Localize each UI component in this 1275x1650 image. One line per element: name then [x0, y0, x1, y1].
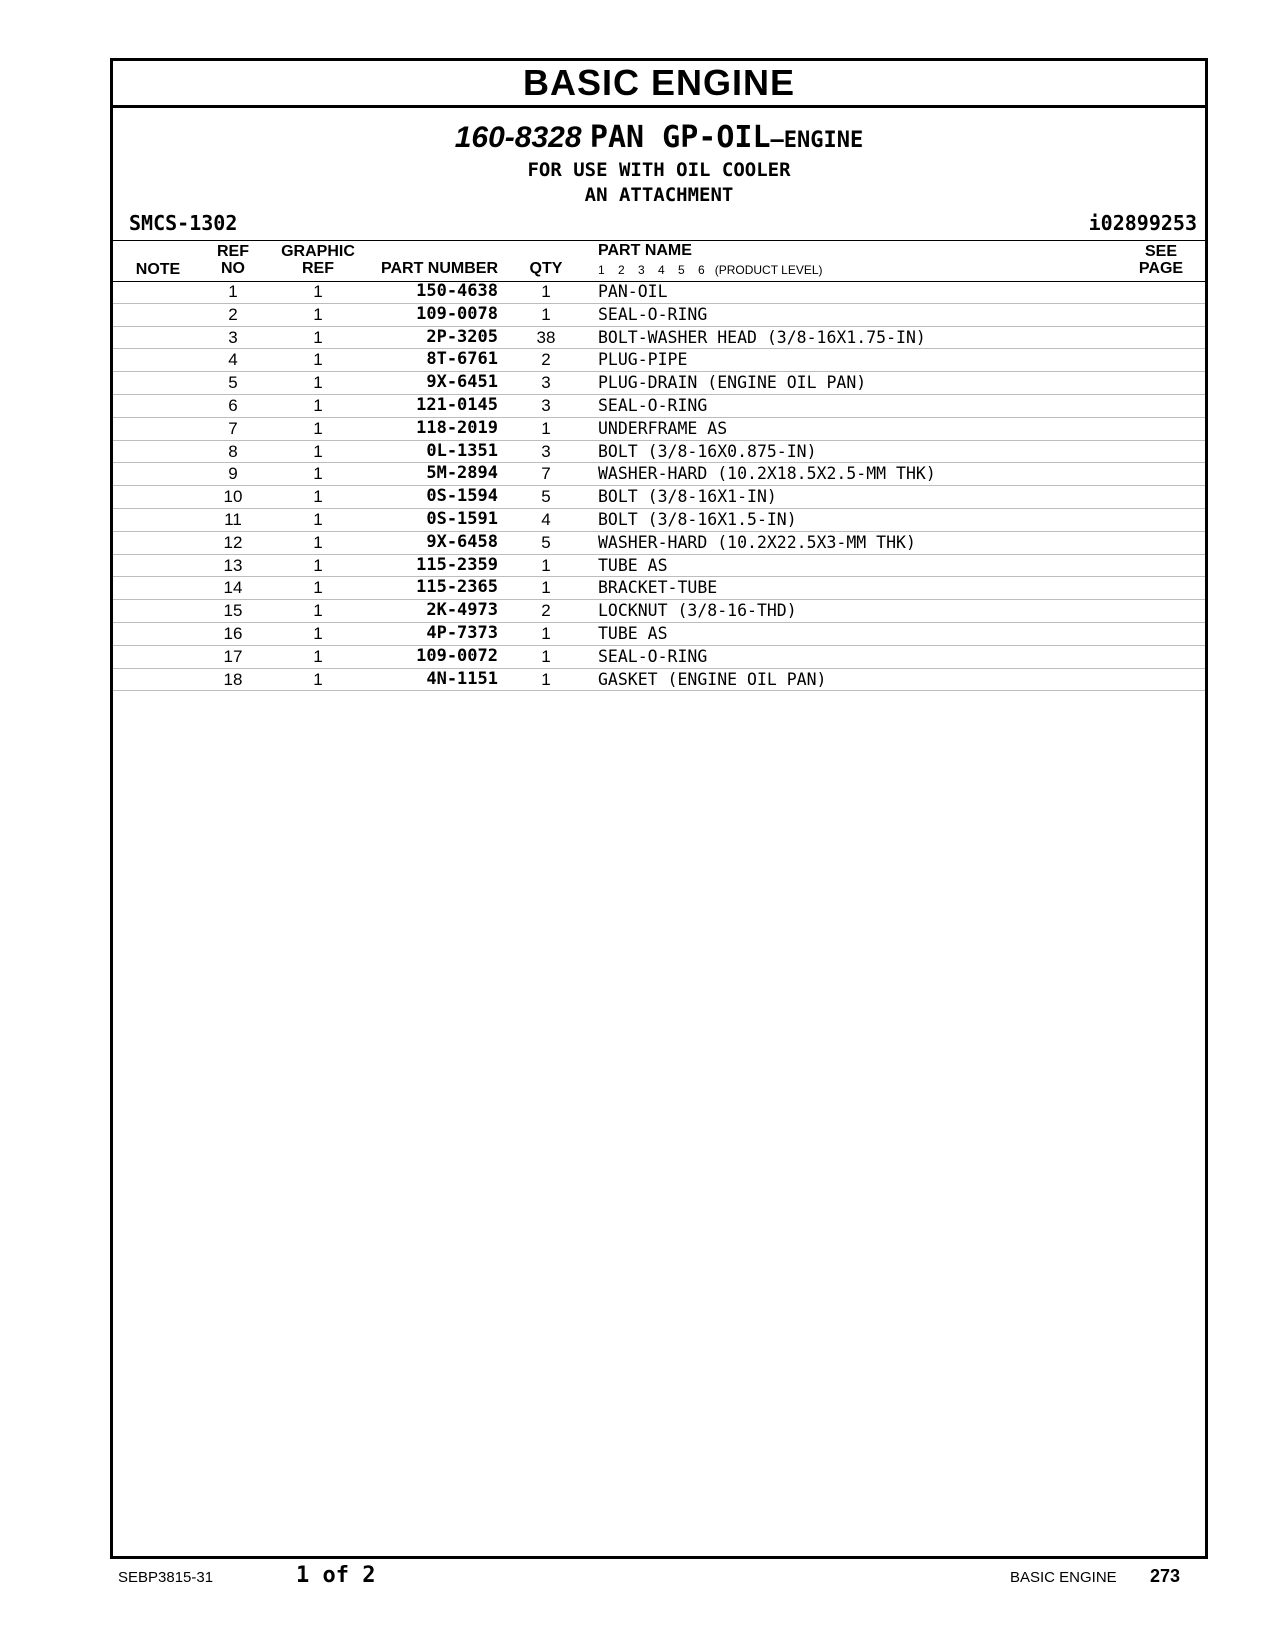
part-name: SEAL-O-RING: [598, 304, 708, 324]
part-number: 2P-3205: [426, 326, 498, 347]
part-number: 2K-4973: [426, 600, 498, 621]
graphic-ref: 1: [313, 532, 323, 552]
header-graphic-1: GRAPHIC: [281, 243, 355, 260]
group-title: [113, 121, 1205, 158]
table-row: [113, 395, 1205, 418]
header-see-1: SEE: [1144, 243, 1177, 260]
part-name: BOLT (3/8-16X1-IN): [598, 487, 777, 507]
graphic-ref: 1: [313, 509, 323, 529]
doc-number: SEBP3815-31: [118, 1569, 214, 1586]
part-name: BOLT (3/8-16X1.5-IN): [598, 509, 797, 529]
part-name: WASHER-HARD (10.2X18.5X2.5-MM THK): [598, 464, 936, 484]
part-name: LOCKNUT (3/8-16-THD): [598, 601, 797, 621]
section-title: BASIC ENGINE: [113, 61, 1205, 108]
graphic-ref: 1: [313, 555, 323, 575]
ref-no: 8: [228, 441, 238, 461]
table-row: [113, 327, 1205, 350]
table-row: [113, 463, 1205, 486]
table-row: [113, 349, 1205, 372]
part-name: SEAL-O-RING: [598, 395, 708, 415]
header-part-name: PART NAME: [598, 242, 692, 259]
quantity: 1: [541, 282, 551, 301]
table-row: [113, 532, 1205, 555]
table-row: [113, 646, 1205, 669]
ref-no: 12: [223, 532, 243, 552]
part-number: 8T-6761: [426, 349, 498, 370]
graphic-ref: 1: [313, 282, 323, 301]
quantity: 1: [541, 623, 551, 643]
part-number: 5M-2894: [426, 463, 498, 484]
footer-section: BASIC ENGINE: [1010, 1569, 1117, 1586]
ref-no: 4: [228, 350, 238, 370]
part-number: 150-4638: [416, 281, 498, 301]
part-name: PAN-OIL: [598, 282, 668, 301]
table-row: [113, 555, 1205, 578]
quantity: 1: [541, 418, 551, 438]
part-number: 109-0078: [416, 303, 498, 324]
graphic-ref: 1: [313, 441, 323, 461]
illustration-ref: i02899253: [1088, 211, 1197, 235]
graphic-ref: 1: [313, 669, 323, 689]
table-row: [113, 372, 1205, 395]
ref-no: 10: [223, 487, 243, 507]
ref-no: 2: [228, 304, 238, 324]
graphic-ref: 1: [313, 418, 323, 438]
quantity: 1: [541, 669, 551, 689]
table-row: [113, 486, 1205, 509]
ref-no: 11: [224, 509, 242, 529]
table-row: [113, 577, 1205, 600]
header-product-levels: 1 2 3 4 5 6 (PRODUCT LEVEL): [598, 263, 823, 277]
part-number: 109-0072: [416, 645, 498, 666]
part-name: TUBE AS: [598, 623, 668, 643]
graphic-ref: 1: [313, 350, 323, 370]
header-note: NOTE: [135, 261, 181, 278]
page-footer: [0, 1563, 1275, 1593]
quantity: 3: [541, 441, 551, 461]
header-ref-2: NO: [221, 260, 245, 277]
quantity: 1: [541, 304, 551, 324]
page-frame: [110, 58, 1208, 1559]
subtitle-1: FOR USE WITH OIL COOLER: [527, 159, 791, 181]
header-see-2: PAGE: [1138, 260, 1184, 277]
ref-no: 9: [228, 464, 238, 484]
page-of: 1 of 2: [296, 1563, 376, 1588]
quantity: 38: [536, 327, 556, 347]
table-row: [113, 669, 1205, 692]
quantity: 1: [541, 646, 551, 666]
table-header: [113, 240, 1205, 282]
quantity: 7: [541, 464, 551, 484]
graphic-ref: 1: [313, 487, 323, 507]
part-name: UNDERFRAME AS: [598, 418, 728, 438]
part-number: 0S-1591: [426, 508, 498, 529]
ref-no: 18: [223, 669, 243, 689]
graphic-ref: 1: [313, 373, 323, 393]
header-qty: QTY: [529, 260, 563, 277]
quantity: 2: [541, 601, 551, 621]
table-row: [113, 418, 1205, 441]
quantity: 5: [541, 532, 551, 552]
part-name: BOLT (3/8-16X0.875-IN): [598, 441, 817, 461]
graphic-ref: 1: [313, 601, 323, 621]
quantity: 3: [541, 373, 551, 393]
graphic-ref: 1: [313, 646, 323, 666]
part-number: 9X-6451: [426, 372, 498, 393]
quantity: 4: [541, 509, 551, 529]
table-row: [113, 600, 1205, 623]
ref-no: 6: [228, 395, 238, 415]
ref-no: 7: [228, 418, 238, 438]
part-number: 115-2365: [416, 577, 498, 598]
part-number: 9X-6458: [426, 531, 498, 552]
table-row: [113, 281, 1205, 304]
reference-line: [113, 211, 1205, 239]
ref-no: 1: [228, 282, 238, 301]
table-row: [113, 509, 1205, 532]
page-number: 273: [1150, 1566, 1181, 1586]
part-name: BRACKET-TUBE: [598, 578, 718, 598]
parts-table-body: [113, 281, 1205, 691]
table-row: [113, 623, 1205, 646]
part-number: 121-0145: [416, 394, 498, 415]
ref-no: 13: [223, 555, 243, 575]
graphic-ref: 1: [313, 464, 323, 484]
header-part-number: PART NUMBER: [380, 260, 498, 277]
graphic-ref: 1: [313, 395, 323, 415]
subtitle-2: AN ATTACHMENT: [584, 184, 734, 206]
ref-no: 15: [223, 601, 243, 621]
part-number: 4P-7373: [426, 622, 498, 643]
quantity: 2: [541, 350, 551, 370]
part-number: 118-2019: [416, 417, 498, 438]
part-name: GASKET (ENGINE OIL PAN): [598, 669, 827, 689]
quantity: 1: [541, 578, 551, 598]
group-suffix: —ENGINE: [770, 128, 864, 153]
ref-no: 3: [228, 327, 238, 347]
part-number: 115-2359: [416, 554, 498, 575]
part-number: 4N-1151: [426, 668, 498, 689]
part-name: PLUG-PIPE: [598, 350, 688, 370]
quantity: 5: [541, 487, 551, 507]
table-row: [113, 304, 1205, 327]
quantity: 3: [541, 395, 551, 415]
part-number: 0S-1594: [426, 486, 498, 507]
part-name: SEAL-O-RING: [598, 646, 708, 666]
graphic-ref: 1: [313, 327, 323, 347]
part-name: WASHER-HARD (10.2X22.5X3-MM THK): [598, 532, 916, 552]
table-row: [113, 441, 1205, 464]
ref-no: 5: [228, 373, 238, 393]
graphic-ref: 1: [313, 623, 323, 643]
part-name: BOLT-WASHER HEAD (3/8-16X1.75-IN): [598, 327, 926, 347]
header-ref-1: REF: [217, 243, 249, 260]
quantity: 1: [541, 555, 551, 575]
part-number: 0L-1351: [426, 440, 498, 461]
graphic-ref: 1: [313, 304, 323, 324]
ref-no: 16: [223, 623, 243, 643]
group-number: 160-8328: [454, 121, 582, 154]
graphic-ref: 1: [313, 578, 323, 598]
part-name: PLUG-DRAIN (ENGINE OIL PAN): [598, 373, 867, 393]
group-name: PAN GP-OIL: [589, 120, 771, 155]
ref-no: 17: [223, 646, 243, 666]
ref-no: 14: [223, 578, 243, 598]
part-name: TUBE AS: [598, 555, 668, 575]
smcs-code: SMCS-1302: [129, 211, 238, 235]
header-graphic-2: REF: [302, 260, 334, 277]
